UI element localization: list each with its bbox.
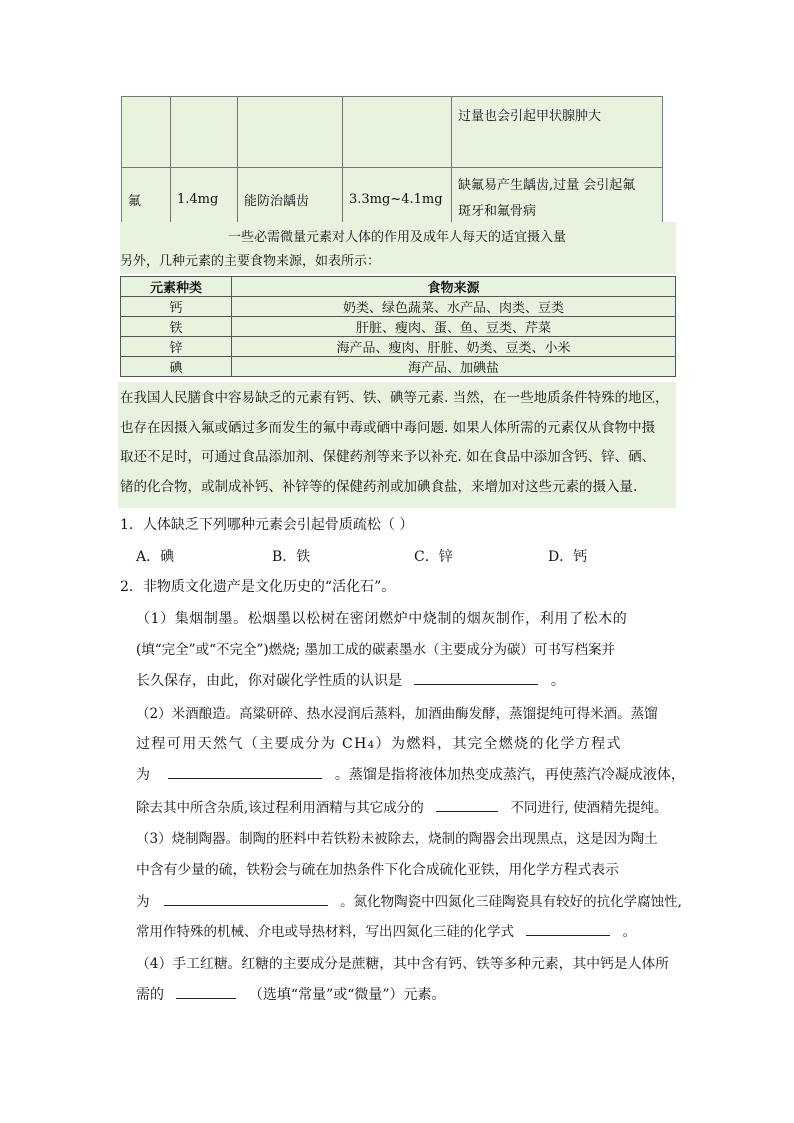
table-row: [121, 317, 676, 337]
q2-part2-line3: [136, 764, 685, 784]
table-row: [121, 297, 676, 317]
table-row: [121, 357, 676, 377]
table-cell: [343, 97, 452, 168]
q2-part2-line4: [136, 796, 667, 816]
table-cell: [171, 97, 238, 168]
q2-part3-line3: [136, 890, 682, 910]
answer-blank[interactable]: [414, 670, 538, 685]
answer-blank[interactable]: [168, 764, 322, 779]
paragraph-line: 锗的化合物，或制成补钙、补锌等的保健药剂或加碘食盐，来增加对这些元素的摄入量.: [120, 478, 638, 495]
question-text: 长久保存，由此，你对碳化学性质的认识是: [136, 673, 402, 689]
food-source-table: [120, 276, 676, 377]
table-cell: 氟: [122, 168, 171, 231]
table-cell-line: 缺氟易产生龋齿,过量 会引起氟: [458, 178, 636, 193]
q2-part4-line1: （4）手工红糖。红糖的主要成分是蔗糖，其中含有钙、铁等多种元素，其中钙是人体所: [136, 956, 670, 972]
table-cell: 过量也会引起甲状腺肿大: [452, 97, 663, 168]
question-text: 。氮化物陶瓷中四氮化三硅陶瓷具有较好的抗化学腐蚀性,: [340, 894, 682, 910]
source-cell: 奶类、绿色蔬菜、水产品、肉类、豆类: [232, 297, 676, 317]
element-cell: 钙: [121, 297, 232, 317]
q1-option-a[interactable]: A．碘: [136, 549, 175, 565]
source-cell: 肝脏、瘦肉、蛋、鱼、豆类、芹菜: [232, 317, 676, 337]
table-cell: 1.4mg: [171, 168, 238, 231]
subscript: 4: [367, 740, 376, 751]
table-header-row: [121, 277, 676, 297]
question-text: 常用作特殊的机械、介电或导热材料，写出四氮化三硅的化学式: [136, 924, 514, 940]
table-cell: 3.3mg~4.1mg: [343, 168, 452, 231]
table-row: [122, 97, 663, 168]
question-text: 需的: [136, 987, 164, 1003]
q2-part1-line1: （1）集烟制墨。松烟墨以松树在密闭燃炉中烧制的烟灰制作，利用了松木的: [136, 611, 628, 627]
info-paragraph: [120, 384, 680, 502]
question-2-stem: 2．非物质文化遗产是文化历史的“活化石”。: [120, 579, 396, 595]
source-cell: 海产品、瘦肉、肝脏、奶类、豆类、小米: [232, 337, 676, 357]
q2-part2-line1: （2）米酒酿造。高粱研碎、热水浸润后蒸料，加酒曲酶发酵，蒸馏提纯可得米酒。蒸馏: [136, 706, 658, 722]
answer-blank[interactable]: [526, 921, 610, 936]
q2-part1-line2: (填“完全”或“不完全”)燃烧; 墨加工成的碳素墨水（主要成分为碳）可书写档案并: [136, 642, 615, 658]
q1-option-c[interactable]: C．锌: [414, 549, 453, 565]
answer-blank[interactable]: [436, 797, 498, 812]
question-text: 为: [136, 894, 150, 910]
q2-part4-line2: [136, 984, 446, 1004]
table-cell: [122, 97, 171, 168]
q2-part2-line2: [136, 733, 622, 753]
table-cell: 能防治龋齿: [238, 168, 343, 231]
column-header-element: 元素种类: [121, 277, 232, 297]
q1-option-d[interactable]: D．钙: [548, 549, 588, 565]
table-row: [121, 337, 676, 357]
question-text: ）为燃料，其完全燃烧的化学方程式: [375, 736, 622, 752]
element-cell: 铁: [121, 317, 232, 337]
column-header-source: 食物来源: [232, 277, 676, 297]
question-text: 过程可用天然气（主要成分为 CH: [136, 736, 368, 752]
q2-part3-line1: （3）烧制陶器。制陶的胚料中若铁粉未被除去，烧制的陶器会出现黑点，这是因为陶土: [136, 831, 658, 847]
paragraph-line: 取还不足时，可通过食品添加剂、保健药剂等来予以补充. 如在食品中添加含钙、锌、硒、: [120, 449, 656, 465]
source-cell: 海产品、加碘盐: [232, 357, 676, 377]
question-text: 不同进行, 使酒精先提纯。: [510, 800, 668, 816]
table-caption: 一些必需微量元素对人体的作用及成年人每天的适宜摄入量: [227, 230, 566, 245]
question-text: 。蒸馏是指将液体加热变成蒸汽，再使蒸汽冷凝成液体，: [334, 767, 685, 783]
q1-option-b[interactable]: B．铁: [272, 549, 311, 565]
element-cell: 锌: [121, 337, 232, 357]
question-text: 。: [550, 673, 565, 689]
table-cell-line: 斑牙和氟骨病: [458, 204, 537, 219]
paragraph-line: 在我国人民膳食中容易缺乏的元素有钙、铁、碘等元素. 当然，在一些地质条件特殊的地区，: [120, 390, 669, 406]
question-text: 为: [136, 767, 150, 783]
paragraph-line: 也存在因摄入氟或硒过多而发生的氟中毒或硒中毒问题. 如果人体所需的元素仅从食物中摄: [120, 419, 656, 436]
q2-part3-line2: 中含有少量的硫，铁粉会与硫在加热条件下化合成硫化亚铁，用化学方程式表示: [136, 862, 619, 878]
answer-blank[interactable]: [164, 891, 328, 906]
intro-text: 另外，几种元素的主要食物来源，如表所示：: [120, 254, 381, 269]
question-1-stem: 1．人体缺乏下列哪种元素会引起骨质疏松（ ）: [120, 517, 414, 533]
table-cell: [238, 97, 343, 168]
nutrient-table-fragment: [121, 96, 663, 231]
q2-part3-line4: [136, 920, 636, 940]
question-text: （选填“常量”或“微量”）元素。: [248, 987, 446, 1003]
question-text: 。: [622, 924, 637, 940]
question-text: 除去其中所含杂质,该过程利用酒精与其它成分的: [136, 800, 424, 816]
element-cell: 碘: [121, 357, 232, 377]
q2-part1-line3: [136, 670, 565, 690]
answer-blank[interactable]: [176, 984, 236, 999]
